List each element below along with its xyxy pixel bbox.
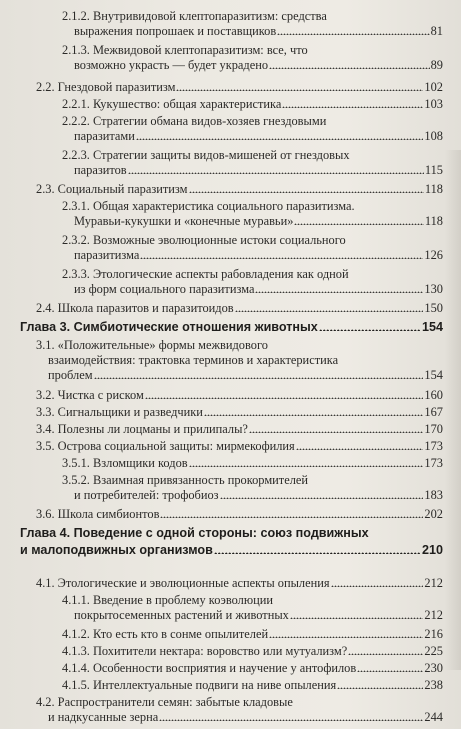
toc-entry-title: 4.1.5. Интеллектуальные подвиги на ниве опыления xyxy=(62,678,337,692)
toc-page-number: 238 xyxy=(424,678,443,692)
toc-page-number: 126 xyxy=(424,248,443,263)
dot-leader xyxy=(204,407,424,416)
dot-leader xyxy=(348,646,423,655)
toc-page-number: 212 xyxy=(424,576,443,590)
toc-page-number: 118 xyxy=(424,214,443,229)
dot-leader xyxy=(357,663,423,672)
toc-entry-title: паразитами xyxy=(74,129,135,144)
dot-leader xyxy=(296,441,424,450)
toc-entry-title: и малоподвижных организмов xyxy=(20,543,213,557)
toc-page-number: 108 xyxy=(424,129,443,144)
toc-entry-title: Муравьи-кукушки и «конечные муравьи» xyxy=(74,214,294,229)
toc-entry-title: Глава 4. Поведение с одной стороны: союз подвижных xyxy=(20,526,369,540)
toc-page-number: 173 xyxy=(424,456,443,470)
toc-entry-title: 4.1.4. Особенности восприятия и научение у антофилов xyxy=(62,661,357,675)
toc-entry-title: покрытосеменных растений и животных xyxy=(74,608,289,623)
toc-page-number: 118 xyxy=(424,182,443,196)
dot-leader xyxy=(136,131,424,140)
toc-entry-title: паразитизма xyxy=(74,248,140,263)
toc-page-number: 81 xyxy=(430,24,443,39)
toc-page-number: 210 xyxy=(421,543,443,557)
toc-entry-title: паразитов xyxy=(74,163,127,178)
toc-entry-title: 2.2.1. Кукушество: общая характеристика xyxy=(62,97,282,111)
dot-leader xyxy=(255,284,423,293)
toc-entry-title: 2.4. Школа паразитов и паразитоидов xyxy=(36,301,234,315)
toc-page-number: 216 xyxy=(424,627,443,641)
toc-entry-title: 3.5.1. Взломщики кодов xyxy=(62,456,188,470)
toc-page-number: 150 xyxy=(424,301,443,315)
toc-entry-title: 3.2. Чистка с риском xyxy=(36,388,144,402)
toc-entry-title: взаимодействия: трактовка терминов и характеристика xyxy=(48,353,339,368)
toc-entry-title: проблем xyxy=(48,368,93,383)
toc-entry-title: и надкусанные зерна xyxy=(48,710,159,725)
dot-leader xyxy=(128,165,424,174)
toc-entry-title: 3.3. Сигнальщики и разведчики xyxy=(36,405,203,419)
toc-entry-title: 2.3.2. Возможные эволюционные истоки социального xyxy=(62,233,346,247)
dot-leader xyxy=(159,712,423,721)
dot-leader xyxy=(269,60,430,69)
dot-leader xyxy=(189,184,424,193)
toc-page-number: 154 xyxy=(421,320,443,334)
toc-page-number: 173 xyxy=(424,439,443,453)
dot-leader xyxy=(277,26,429,35)
toc-entry-title: 2.3.1. Общая характеристика социального паразитизма. xyxy=(62,199,355,213)
toc-entry-title: 3.5. Острова социальной защиты: мирмекофилия xyxy=(36,439,295,453)
toc-page-number: 244 xyxy=(424,710,443,725)
toc-entry-title: 2.2. Гнездовой паразитизм xyxy=(36,80,176,94)
dot-leader xyxy=(145,390,424,399)
toc-page-number: 103 xyxy=(424,97,443,111)
toc-page-number: 170 xyxy=(424,422,443,436)
toc-entry-title: 3.4. Полезны ли лоцманы и прилипалы? xyxy=(36,422,248,436)
dot-leader xyxy=(160,509,423,518)
dot-leader xyxy=(294,216,423,225)
toc-page-number: 89 xyxy=(430,58,443,73)
dot-leader xyxy=(94,370,424,379)
dot-leader xyxy=(269,629,423,638)
toc-entry-title: 3.1. «Положительные» формы межвидового xyxy=(36,338,268,352)
toc-entry-title: и потребителей: трофобиоз xyxy=(74,488,219,503)
toc-entry-title: 2.1.3. Межвидовой клептопаразитизм: все, что xyxy=(62,43,308,57)
toc-entry-title: Глава 3. Симбиотические отношения животных xyxy=(20,320,318,334)
dot-leader xyxy=(331,578,424,587)
dot-leader xyxy=(337,680,423,689)
toc-page-number: 230 xyxy=(424,661,443,675)
toc-entry-title: 4.1.2. Кто есть кто в сонме опылителей xyxy=(62,627,269,641)
toc-entry-title: 4.1.3. Похитители нектара: воровство или мутуализм? xyxy=(62,644,348,658)
dot-leader xyxy=(140,250,423,259)
toc-entry-title: из форм социального паразитизма xyxy=(74,282,255,297)
toc-entry-title: 2.2.2. Стратегии обмана видов-хозяев гнездовыми xyxy=(62,114,327,128)
toc-page-number: 160 xyxy=(424,388,443,402)
toc-page-number: 102 xyxy=(424,80,443,94)
toc-entry-title: возможно украсть — будет украдено xyxy=(74,58,269,73)
dot-leader xyxy=(282,99,423,108)
toc-entry-title: 2.2.3. Стратегии защиты видов-мишеней от гнездовых xyxy=(62,148,350,162)
toc-page-number: 225 xyxy=(424,644,443,658)
toc-page-number: 202 xyxy=(424,507,443,521)
dot-leader xyxy=(214,545,421,554)
toc-entry-title: 3.5.2. Взаимная привязанность прокормителей xyxy=(62,473,309,487)
toc-entry-title: 4.1. Этологические и эволюционные аспекты опыления xyxy=(36,576,330,590)
toc-page-number: 183 xyxy=(424,488,443,503)
toc-entry-title: 3.6. Школа симбионтов xyxy=(36,507,160,521)
toc-page-number: 212 xyxy=(424,608,443,623)
toc-entry-title: 4.1.1. Введение в проблему коэволюции xyxy=(62,593,273,607)
toc-entry-title: 2.3.3. Этологические аспекты рабовладения как одной xyxy=(62,267,349,281)
dot-leader xyxy=(189,458,424,467)
dot-leader xyxy=(290,610,424,619)
page-edge-shadow xyxy=(445,150,461,670)
toc-page-number: 130 xyxy=(424,282,443,297)
dot-leader xyxy=(235,303,424,312)
dot-leader xyxy=(176,82,423,91)
dot-leader xyxy=(220,490,424,499)
toc-page-number: 115 xyxy=(424,163,443,178)
dot-leader xyxy=(319,322,421,331)
toc-entry-title: 4.2. Распространители семян: забытые кладовые xyxy=(36,695,293,709)
toc-entry-title: 2.1.2. Внутривидовой клептопаразитизм: средства xyxy=(62,9,327,23)
toc-page-number: 154 xyxy=(424,368,443,383)
toc-entry-title: 2.3. Социальный паразитизм xyxy=(36,182,188,196)
toc-entry-title: выражения попрошаек и поставщиков xyxy=(74,24,277,39)
toc-page-number: 167 xyxy=(424,405,443,419)
dot-leader xyxy=(249,424,423,433)
